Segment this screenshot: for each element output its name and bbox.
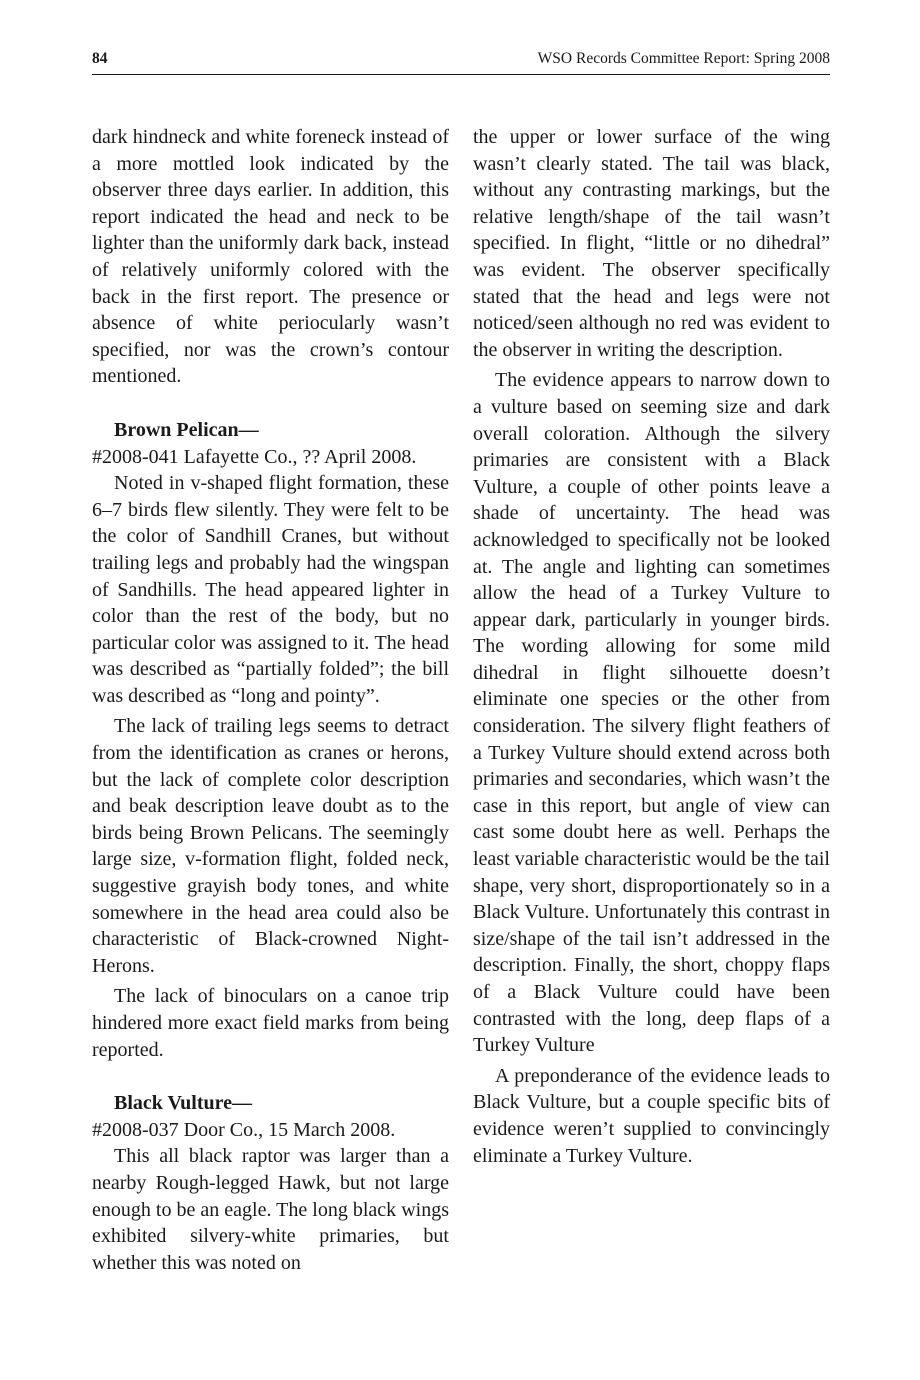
right-column <box>473 124 830 1169</box>
continued-paragraph: the upper or lower surface of the wing wasn’t clearly stated. The tail was black, without any contrasting markings, but the relative length/shape of the tail wasn’t specified. In flight, “little or no dihedral” was evident. The observer specifically stated that the head and legs were not noticed/seen although no red was evident to the observer in writing the description. <box>473 126 830 361</box>
left-column <box>92 124 449 1276</box>
continued-paragraph: dark hindneck and white foreneck instead of a more mottled look indicated by the observer three days earlier. In addition, this report indicated the head and neck to be lighter than the uniformly dark back, instead of relatively uniformly colored with the back in the first report. The presence or absence of white periocularly wasn’t specified, nor was the crown’s contour mentioned. <box>92 126 449 388</box>
body-paragraph: The lack of trailing legs seems to detract from the identification as cranes or herons, but the lack of complete color description and beak description leave doubt as to the birds being Brown Pelicans. The seemingly large size, v-formation flight, folded neck, suggestive grayish body tones, and white somewhere in the head area could also be characteristic of Black-crowned Night-Herons. <box>92 715 449 977</box>
page-header <box>92 50 830 75</box>
running-head: WSO Records Committee Report: Spring 2008 <box>537 50 830 67</box>
body-paragraph: Noted in v-shaped flight formation, these 6–7 birds flew silently. They were felt to be the color of Sandhill Cranes, but without trailing legs and probably had the wingspan of Sandhills. The head appeared lighter in color than the rest of the body, but no particular color was assigned to it. The head was described as “partially folded”; the bill was described as “long and pointy”. <box>92 472 449 707</box>
body-paragraph: The lack of binoculars on a canoe trip hindered more exact field marks from being reported. <box>92 985 449 1061</box>
body-paragraph: This all black raptor was larger than a nearby Rough-legged Hawk, but not large enough to be an eagle. The long black wings exhibited silvery-white primaries, but whether this was noted on <box>92 1145 449 1274</box>
species-heading-black-vulture: Black Vulture— <box>114 1092 252 1115</box>
record-line-brown-pelican: #2008-041 Lafayette Co., ?? April 2008. <box>92 445 417 468</box>
body-paragraph: The evidence appears to narrow down to a vulture based on seeming size and dark overall coloration. Although the silvery primaries are consistent with a Black Vulture, a couple of other points leave a shade of uncertainty. The head was acknowledged to specifically not be looked at. The angle and lighting can sometimes allow the head of a Turkey Vulture to appear dark, particularly in younger birds. The wording allowing for some mild dihedral in flight silhouette doesn’t eliminate one species or the other from consideration. The silvery flight feathers of a Turkey Vulture should extend across both primaries and secondaries, which wasn’t the case in this report, but angle of view can cast some doubt here as well. Perhaps the least variable characteristic would be the tail shape, very short, disproportionately so in a Black Vulture. Unfortunately this contrast in size/shape of the tail isn’t addressed in the description. Finally, the short, choppy flaps of a Black Vulture could have been contrasted with the long, deep flaps of a Turkey Vulture <box>473 369 830 1057</box>
page-number: 84 <box>92 50 108 67</box>
species-heading-brown-pelican: Brown Pelican— <box>114 418 259 441</box>
record-line-black-vulture: #2008-037 Door Co., 15 March 2008. <box>92 1118 396 1141</box>
body-paragraph: A preponderance of the evidence leads to Black Vulture, but a couple specific bits of evidence weren’t supplied to convincingly eliminate a Turkey Vulture. <box>473 1064 830 1167</box>
